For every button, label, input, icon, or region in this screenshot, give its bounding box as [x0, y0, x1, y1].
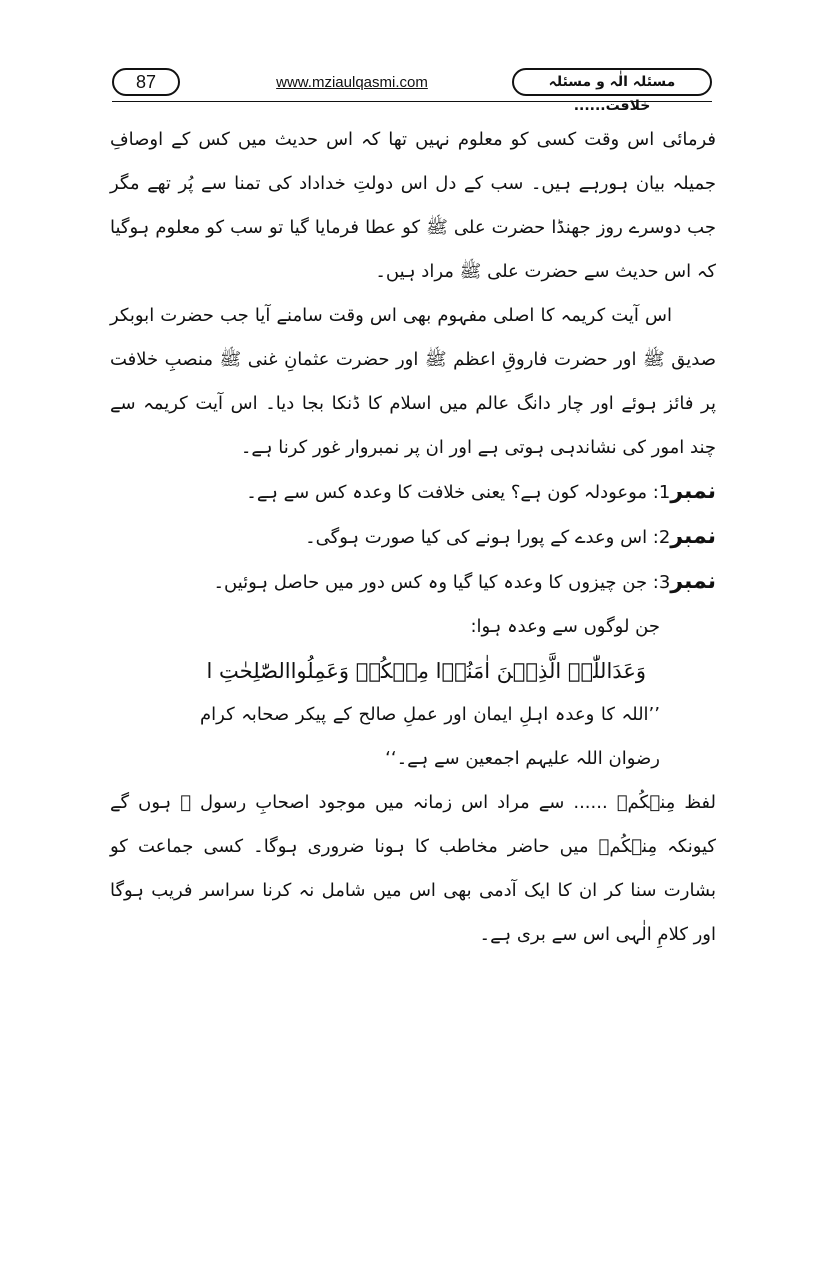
numbered-item-2: [110, 515, 716, 560]
item-2-label: نمبر: [670, 524, 716, 549]
book-title: مسئلہ الٰہ و مسئلہ خلافت......: [512, 68, 712, 96]
header-divider: [112, 101, 712, 102]
paragraph-1: فرمائی اس وقت کسی کو معلوم نہیں تھا کہ اس حدیث میں کس کے اوصافِ جمیلہ بیان ہورہے ہیں۔ سب کے دل اس دولتِ خداداد کی تمنا سے پُر تھے مگر جب دوسرے روز جھنڈا حضرت علی ﷺ کو عطا فرمایا گیا تو سب کو معلوم ہوگیا کہ اس حدیث سے حضرت علی ﷺ مراد ہیں۔: [110, 129, 716, 282]
item-2-number: 2: [658, 527, 671, 548]
intro-line: جن لوگوں سے وعدہ ہوا:: [470, 616, 660, 637]
page-body: [110, 118, 716, 957]
item-3-text: : جن چیزوں کا وعدہ کیا گیا وہ کس دور میں حاصل ہوئیں۔: [213, 572, 659, 593]
item-1-text: : موعودلہ کون ہے؟ یعنی خلافت کا وعدہ کس سے ہے۔: [246, 482, 659, 503]
item-3-number: 3: [658, 572, 671, 593]
item-1-number: 1: [658, 482, 671, 503]
quoted-translation: ’’اللہ کا وعدہ اہلِ ایمان اور عملِ صالح کے پیکر صحابہ کرام رضوان اللہ علیہم اجمعین سے ہے۔‘‘: [200, 704, 660, 769]
paragraph-3: لفظ مِنۡکُمۡ ...... سے مراد اس زمانہ میں موجود اصحابِ رسول ﷺ ہوں گے کیونکہ مِنۡکُمۡ میں حاضر مخاطب کا ہونا ضروری ہوگا۔ کسی جماعت کو بشارت سنا کر ان کا ایک آدمی بھی اس میں شامل نہ کرنا سراسر فریب ہوگا اور کلامِ الٰہی اس سے بری ہے۔: [110, 792, 716, 945]
numbered-item-1: [110, 470, 716, 515]
item-2-text: : اس وعدے کے پورا ہونے کی کیا صورت ہوگی۔: [305, 527, 659, 548]
website-link[interactable]: www.mziaulqasmi.com: [276, 74, 428, 91]
page-number: 87: [112, 68, 180, 96]
item-3-label: نمبر: [670, 569, 716, 594]
numbered-item-3: [110, 560, 716, 605]
paragraph-2: اس آیت کریمہ کا اصلی مفہوم بھی اس وقت سامنے آیا جب حضرت ابوبکر صدیق ﷺ اور حضرت فاروقِ اعظم ﷺ اور حضرت عثمانِ غنی ﷺ منصبِ خلافت پر فائز ہوئے اور چار دانگ عالم میں اسلام کا ڈنکا بجا دیا۔ اس آیت کریمہ سے چند امور کی نشاندہی ہوتی ہے اور ان پر نمبروار غور کرنا ہے۔: [110, 305, 716, 458]
quran-verse: وَعَدَاللّٰہُ الَّذِیۡنَ اٰمَنُوۡا مِنۡکُمۡ وَعَمِلُواالصّٰلِحٰتِ ا: [206, 659, 646, 683]
page-header: [112, 68, 712, 114]
item-1-label: نمبر: [670, 479, 716, 504]
